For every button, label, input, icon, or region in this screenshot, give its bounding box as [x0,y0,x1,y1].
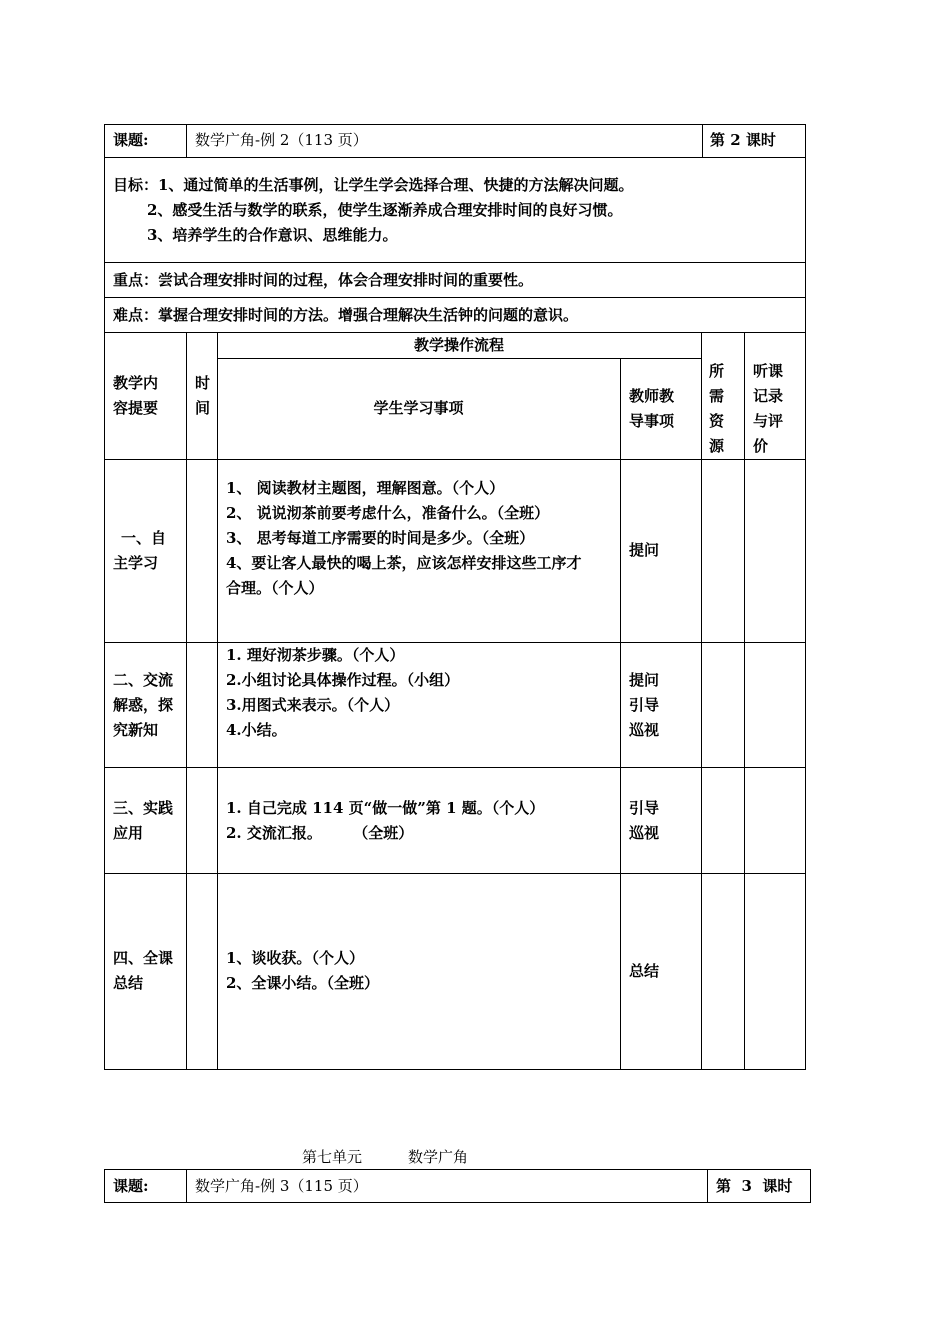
row-content: 究新知 [113,721,159,739]
student-item: 1. 自己完成 114 页“做一做”第 1 题。（个人） [226,799,545,817]
row-content: 应用 [113,824,144,842]
topic-label: 课题: [113,131,149,149]
table-rule [104,157,806,158]
table-border-bottom [104,1069,806,1070]
objective-line: 3、培养学生的合作意识、思维能力。 [147,226,398,244]
column-header-review: 听课 [753,362,784,380]
table-rule [217,358,701,359]
table-rule [217,332,218,1069]
table-rule [707,1169,708,1203]
next-topic-value: 数学广角-例 3（115 页） [195,1177,368,1195]
table-border-top [104,1169,811,1170]
table-border-right [810,1169,811,1203]
student-item: 4.小结。 [226,721,287,739]
column-header-review: 价 [753,437,769,455]
table-rule [104,297,806,298]
student-item: 1. 理好沏茶步骤。（个人） [226,646,405,664]
teacher-item: 引导 [629,799,660,817]
teacher-item: 巡视 [629,721,660,739]
column-header-time: 间 [195,399,211,417]
table-rule [186,332,187,1069]
column-header-student: 学生学习事项 [373,399,464,417]
student-item: 2. 交流汇报。 （全班） [226,824,414,842]
column-header-teacher: 教师教 [629,387,675,405]
objective-line: 目标：1、通过简单的生活事例，让学生学会选择合理、快捷的方法解决问题。 [113,176,634,194]
unit-title: 数学广角 [408,1148,469,1166]
table-border-bottom [104,1202,811,1203]
column-header-resources: 所 [709,362,725,380]
student-item: 3、 思考每道工序需要的时间是多少。（全班） [226,529,535,547]
table-rule [620,358,621,1069]
row-content: 二、交流 [113,671,174,689]
table-rule [186,1169,187,1203]
table-rule [702,124,703,157]
column-header-content: 教学内 [113,374,159,392]
lesson-number: 第 2 课时 [710,131,776,149]
column-header-resources: 资 [709,412,725,430]
row-content: 解惑，探 [113,696,174,714]
column-header-flow: 教学操作流程 [413,336,504,354]
objective-line: 2、感受生活与数学的联系，使学生逐渐养成合理安排时间的良好习惯。 [147,201,623,219]
column-header-teacher: 导事项 [629,412,675,430]
student-item: 3.用图式来表示。（个人） [226,696,400,714]
column-header-content: 容提要 [113,399,159,417]
student-item: 2、 说说沏茶前要考虑什么，准备什么。（全班） [226,504,550,522]
student-item: 2、全课小结。（全班） [226,974,379,992]
next-topic-label: 课题: [113,1177,149,1195]
teacher-item: 提问 [629,541,660,559]
row-content: 三、实践 [113,799,174,817]
topic-value: 数学广角-例 2（113 页） [195,131,368,149]
row-content: 一、自 [121,529,167,547]
key-point: 重点：尝试合理安排时间的过程，体会合理安排时间的重要性。 [113,271,534,289]
teacher-item: 总结 [629,962,660,980]
column-header-resources: 需 [709,387,725,405]
table-border-left [104,1169,105,1203]
unit-label: 第七单元 [302,1148,363,1166]
table-border-top [104,124,806,125]
table-rule [701,332,702,1069]
column-header-review: 与评 [753,412,784,430]
table-border-left [104,124,105,1070]
student-item: 4、要让客人最快的喝上茶，应该怎样安排这些工序才 [226,554,582,572]
table-border-right [805,124,806,1070]
row-content: 总结 [113,974,144,992]
table-rule [186,124,187,157]
teacher-item: 引导 [629,696,660,714]
column-header-resources: 源 [709,437,725,455]
student-item: 1、 阅读教材主题图，理解图意。（个人） [226,479,505,497]
row-content: 四、全课 [113,949,174,967]
row-content: 主学习 [113,554,159,572]
teacher-item: 巡视 [629,824,660,842]
student-item: 合理。（个人） [226,579,324,597]
column-header-time: 时 [195,374,211,392]
next-lesson-number: 第 3 课时 [716,1177,793,1195]
student-item: 1、谈收获。（个人） [226,949,364,967]
difficulty-point: 难点：掌握合理安排时间的方法。增强合理解决生活钟的问题的意识。 [113,306,579,324]
table-rule [104,262,806,263]
teacher-item: 提问 [629,671,660,689]
student-item: 2.小组讨论具体操作过程。（小组） [226,671,460,689]
table-rule [744,332,745,1069]
column-header-review: 记录 [753,387,784,405]
